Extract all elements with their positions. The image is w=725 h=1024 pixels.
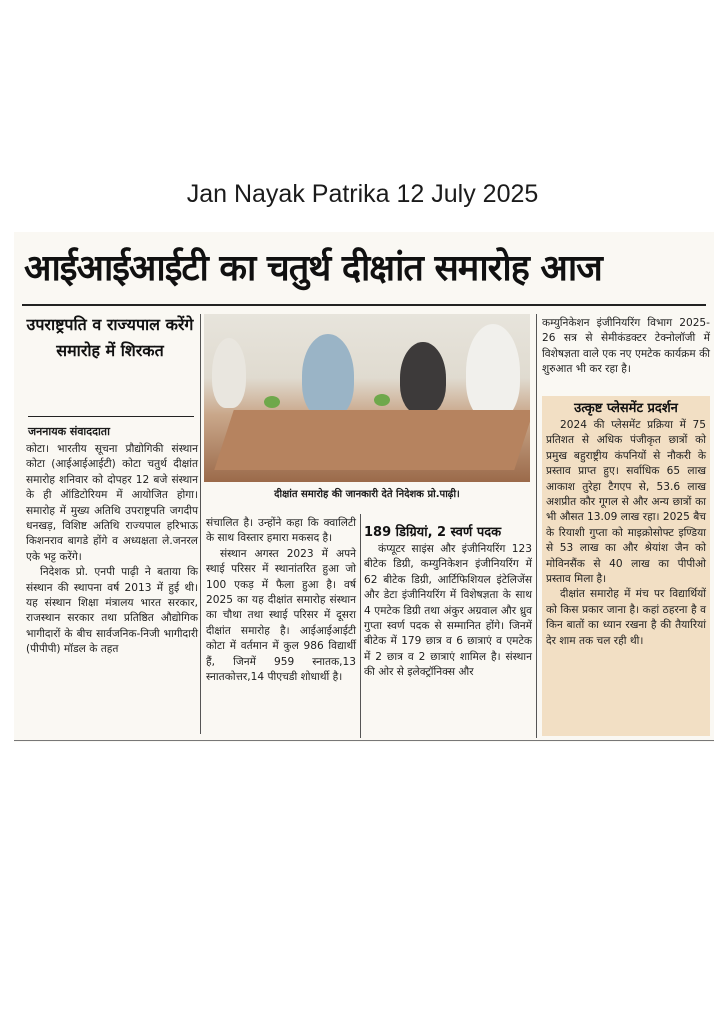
column-divider-3	[536, 314, 537, 738]
photo-person	[466, 324, 520, 420]
placement-para-1: 2024 की प्लेसमेंट प्रक्रिया में 75 प्रतिशत से अधिक पंजीकृत छात्रों को प्रमुख बहुराष्ट्रीय कंपनियों से नौकरी के प्रस्ताव प्राप्त हुए। सर्वाधिक 65 लाख आकाश तुरेहा टैगएप से, 53.6 लाख अशप्रीत कौर गूगल से और अन्य छात्रों का भी औसत 13.09 लाख रहा। 2025 बैच के रियाशी गुप्ता को माइक्रोसोफ्ट इण्डिया से 53 लाख का और श्रेयांश जैन को मोविनसैंक से 40 लाख का पीपीओ प्रस्ताव मिला है।	[546, 419, 706, 586]
column-4-para: कम्युनिकेशन इंजीनियरिंग विभाग 2025-26 सत्र से सेमीकंडक्टर टेक्नोलॉजी में विशेषज्ञता वाले एक नए एमटेक कार्यक्रम की शुरुआत भी कर रहा है।	[542, 317, 710, 376]
article-photo	[204, 314, 530, 482]
photo-flower	[264, 396, 280, 408]
photo-person	[400, 342, 446, 414]
column-divider-2	[360, 514, 361, 738]
photo-table	[214, 410, 530, 470]
placement-text	[546, 418, 706, 649]
photo-caption: दीक्षांत समारोह की जानकारी देते निदेशक प्रो.पाढ़ी।	[274, 489, 460, 500]
column-4-top	[542, 316, 710, 378]
publication-caption: Jan Nayak Patrika 12 July 2025	[186, 180, 539, 208]
photo-flower	[374, 394, 390, 406]
column-3	[364, 542, 532, 681]
placement-para-2: दीक्षांत समारोह में मंच पर विद्यार्थियों को किस प्रकार जाना है। कहां ठहरना है व किन बातों का ध्यान रखना है की तैयारियां देर शाम तक चल रही थी।	[546, 588, 706, 647]
newspaper-clipping	[14, 232, 714, 742]
column-divider-1	[200, 314, 201, 734]
column-1	[26, 442, 198, 658]
column-2	[206, 516, 356, 685]
column-3-para: कंप्यूटर साइंस और इंजीनियरिंग 123 बीटेक डिग्री, कम्युनिकेशन इंजीनियरिंग में 62 बीटेक डिग्री, आर्टिफिशियल इंटेलिजेंस और डेटा इंजीनियरिंग में विशेषज्ञता के साथ 4 एमटेक डिग्री तथा अंकुर अग्रवाल और ध्रुव गुप्ता स्वर्ण पदक से सम्मानित होंगे। जिनमें बीटेक में 179 छात्र व 6 छात्राएं व एमटेक में 2 छात्र व 2 छात्राएं शामिल है। संस्थान की ओर से इलेक्ट्रॉनिक्स और	[364, 543, 532, 679]
subheadline: उपराष्ट्रपति व राज्यपाल करेंगे समारोह में शिरकत	[26, 315, 194, 360]
photo-person	[302, 334, 354, 418]
subhead-rule	[28, 416, 194, 417]
column-1-para-2: निदेशक प्रो. एनपी पाढ़ी ने बताया कि संस्थान की स्थापना वर्ष 2013 में हुई थी। यह संस्थान शिक्षा मंत्रालय भारत सरकार, राजस्थान सरकार तथा प्रतिष्ठित औद्योगिक भागीदारों के बीच सार्वजनिक-निजी भागीदारी (पीपीपी) मॉडल के तहत	[26, 566, 198, 656]
column-1-para-1: कोटा। भारतीय सूचना प्रौद्योगिकी संस्थान कोटा (आईआईआईटी) कोटा चतुर्थ दीक्षांत समारोह शनिवार को दोपहर 12 बजे संस्थान के ही ऑडिटोरियम में आयोजित होगा। समारोह में मुख्य अतिथि उपराष्ट्रपति जगदीप धनखड़, विशिष्ट अतिथि राज्यपाल हरिभाऊ किशनराव बागडे होंगे व अध्यक्षता ले.जनरल एके भट्ट करेंगे।	[26, 443, 198, 563]
box-heading: 189 डिग्रियां, 2 स्वर्ण पदक	[364, 525, 502, 540]
photo-person	[212, 338, 246, 408]
column-2-para-2: संस्थान अगस्त 2023 में अपने स्थाई परिसर में स्थानांतरित हुआ जो 100 एकड़ में फैला हुआ है। वर्ष 2025 का यह दीक्षांत समारोह संस्थान का चौथा तथा स्थाई परिसर में दूसरा दीक्षांत समारोह है। आईआईआईटी कोटा में वर्तमान में कुल 986 विद्यार्थी हैं, जिनमें 959 स्नातक,13 स्नातकोत्तर,14 पीएचडी शोधार्थी है।	[206, 547, 356, 684]
bottom-rule	[14, 740, 714, 741]
column-2-para-1: संचालित है। उन्होंने कहा कि क्वालिटी के साथ विस्तार हमारा मकसद है।	[206, 517, 356, 545]
byline: जननायक संवाददाता	[28, 425, 110, 438]
headline-rule	[22, 304, 706, 306]
headline: आईआईआईटी का चतुर्थ दीक्षांत समारोह आज	[24, 248, 602, 289]
placement-heading: उत्कृष्ट प्लेसमेंट प्रदर्शन	[574, 401, 678, 416]
